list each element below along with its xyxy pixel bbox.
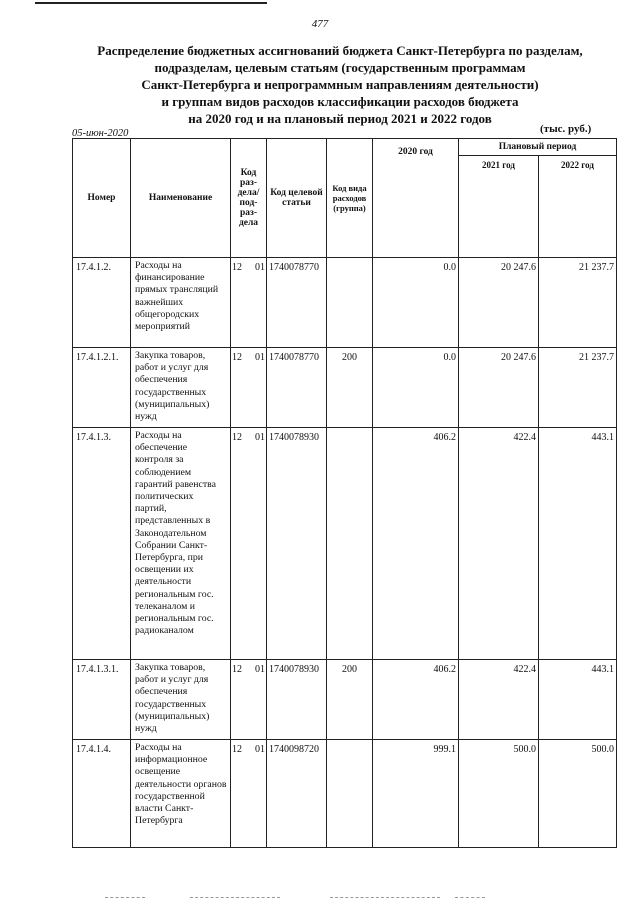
- row-section: [231, 258, 267, 348]
- title-line: подразделам, целевым статьям (государственным программам: [154, 60, 526, 75]
- row-number: 17.4.1.2.1.: [73, 348, 131, 428]
- row-2021: 422.4: [459, 428, 539, 660]
- scan-artifact: [455, 897, 485, 899]
- row-name: Расходы на финансирование прямых трансляций важнейших общегородских мероприятий: [131, 258, 231, 348]
- header-number: Номер: [73, 139, 131, 258]
- section-code: 12: [232, 262, 242, 273]
- row-type: [327, 740, 373, 848]
- row-2020: 999.1: [373, 740, 459, 848]
- section-code: 12: [232, 352, 242, 363]
- row-section: [231, 740, 267, 848]
- row-section: [231, 348, 267, 428]
- document-title: [60, 42, 620, 127]
- row-type: 200: [327, 660, 373, 740]
- row-target: 1740078770: [267, 258, 327, 348]
- subsection-code: 01: [255, 664, 265, 675]
- header-2020: 2020 год: [373, 139, 459, 258]
- table-row: [73, 660, 617, 740]
- row-name: Закупка товаров, работ и услуг для обеспечения государственных (муниципальных) нужд: [131, 348, 231, 428]
- subsection-code: 01: [255, 352, 265, 363]
- row-name: Расходы на информационное освещение деятельности органов государственной власти Санкт-Петербурга: [131, 740, 231, 848]
- header-target: Код целевой статьи: [267, 139, 327, 258]
- row-type: [327, 428, 373, 660]
- row-2020: 0.0: [373, 258, 459, 348]
- row-2022: 443.1: [539, 660, 617, 740]
- row-2020: 0.0: [373, 348, 459, 428]
- row-type: 200: [327, 348, 373, 428]
- section-code: 12: [232, 744, 242, 755]
- row-2022: 443.1: [539, 428, 617, 660]
- row-2022: 500.0: [539, 740, 617, 848]
- header-name: Наименование: [131, 139, 231, 258]
- row-target: 1740078770: [267, 348, 327, 428]
- row-target: 1740098720: [267, 740, 327, 848]
- title-line: Распределение бюджетных ассигнований бюджета Санкт-Петербурга по разделам,: [97, 43, 583, 58]
- section-code: 12: [232, 664, 242, 675]
- row-2020: 406.2: [373, 428, 459, 660]
- row-2021: 20 247.6: [459, 348, 539, 428]
- row-2021: 422.4: [459, 660, 539, 740]
- table-row: [73, 740, 617, 848]
- title-line: и группам видов расходов классификации расходов бюджета: [161, 94, 519, 109]
- scan-artifact: [330, 897, 440, 899]
- page-number: 477: [311, 18, 329, 30]
- table-row: [73, 258, 617, 348]
- row-target: 1740078930: [267, 428, 327, 660]
- row-name: Расходы на обеспечение контроля за соблюдением гарантий равенства политических партий, представленных в Законодательном Собрании Санкт-Петербурга, при освещении их деятельности региональным гос. телеканалом и региональным гос. радиоканалом: [131, 428, 231, 660]
- subsection-code: 01: [255, 262, 265, 273]
- row-number: 17.4.1.4.: [73, 740, 131, 848]
- table-row: [73, 348, 617, 428]
- section-code: 12: [232, 432, 242, 443]
- row-2021: 20 247.6: [459, 258, 539, 348]
- header-2021: 2021 год: [459, 156, 539, 258]
- header-2022: 2022 год: [539, 156, 617, 258]
- header-section: Код раз-дела/ под-раз-дела: [231, 139, 267, 258]
- top-rule: [35, 2, 267, 4]
- row-2022: 21 237.7: [539, 348, 617, 428]
- row-number: 17.4.1.2.: [73, 258, 131, 348]
- scan-artifact: [190, 897, 280, 899]
- row-number: 17.4.1.3.: [73, 428, 131, 660]
- budget-table: [72, 138, 617, 848]
- subsection-code: 01: [255, 744, 265, 755]
- row-2021: 500.0: [459, 740, 539, 848]
- units-label: (тыс. руб.): [540, 123, 592, 135]
- table-row: [73, 428, 617, 660]
- row-number: 17.4.1.3.1.: [73, 660, 131, 740]
- row-2022: 21 237.7: [539, 258, 617, 348]
- header-type: Код вида расходов (группа): [327, 139, 373, 258]
- row-name: Закупка товаров, работ и услуг для обеспечения государственных (муниципальных) нужд: [131, 660, 231, 740]
- subsection-code: 01: [255, 432, 265, 443]
- scan-artifact: [105, 897, 145, 899]
- title-line: Санкт-Петербурга и непрограммным направлениям деятельности): [141, 77, 539, 92]
- title-line: на 2020 год и на плановый период 2021 и 2022 годов: [188, 111, 492, 126]
- row-2020: 406.2: [373, 660, 459, 740]
- row-target: 1740078930: [267, 660, 327, 740]
- row-section: [231, 428, 267, 660]
- row-type: [327, 258, 373, 348]
- header-planned: Плановый период: [459, 139, 617, 156]
- row-section: [231, 660, 267, 740]
- document-date: 05-июн-2020: [72, 128, 129, 139]
